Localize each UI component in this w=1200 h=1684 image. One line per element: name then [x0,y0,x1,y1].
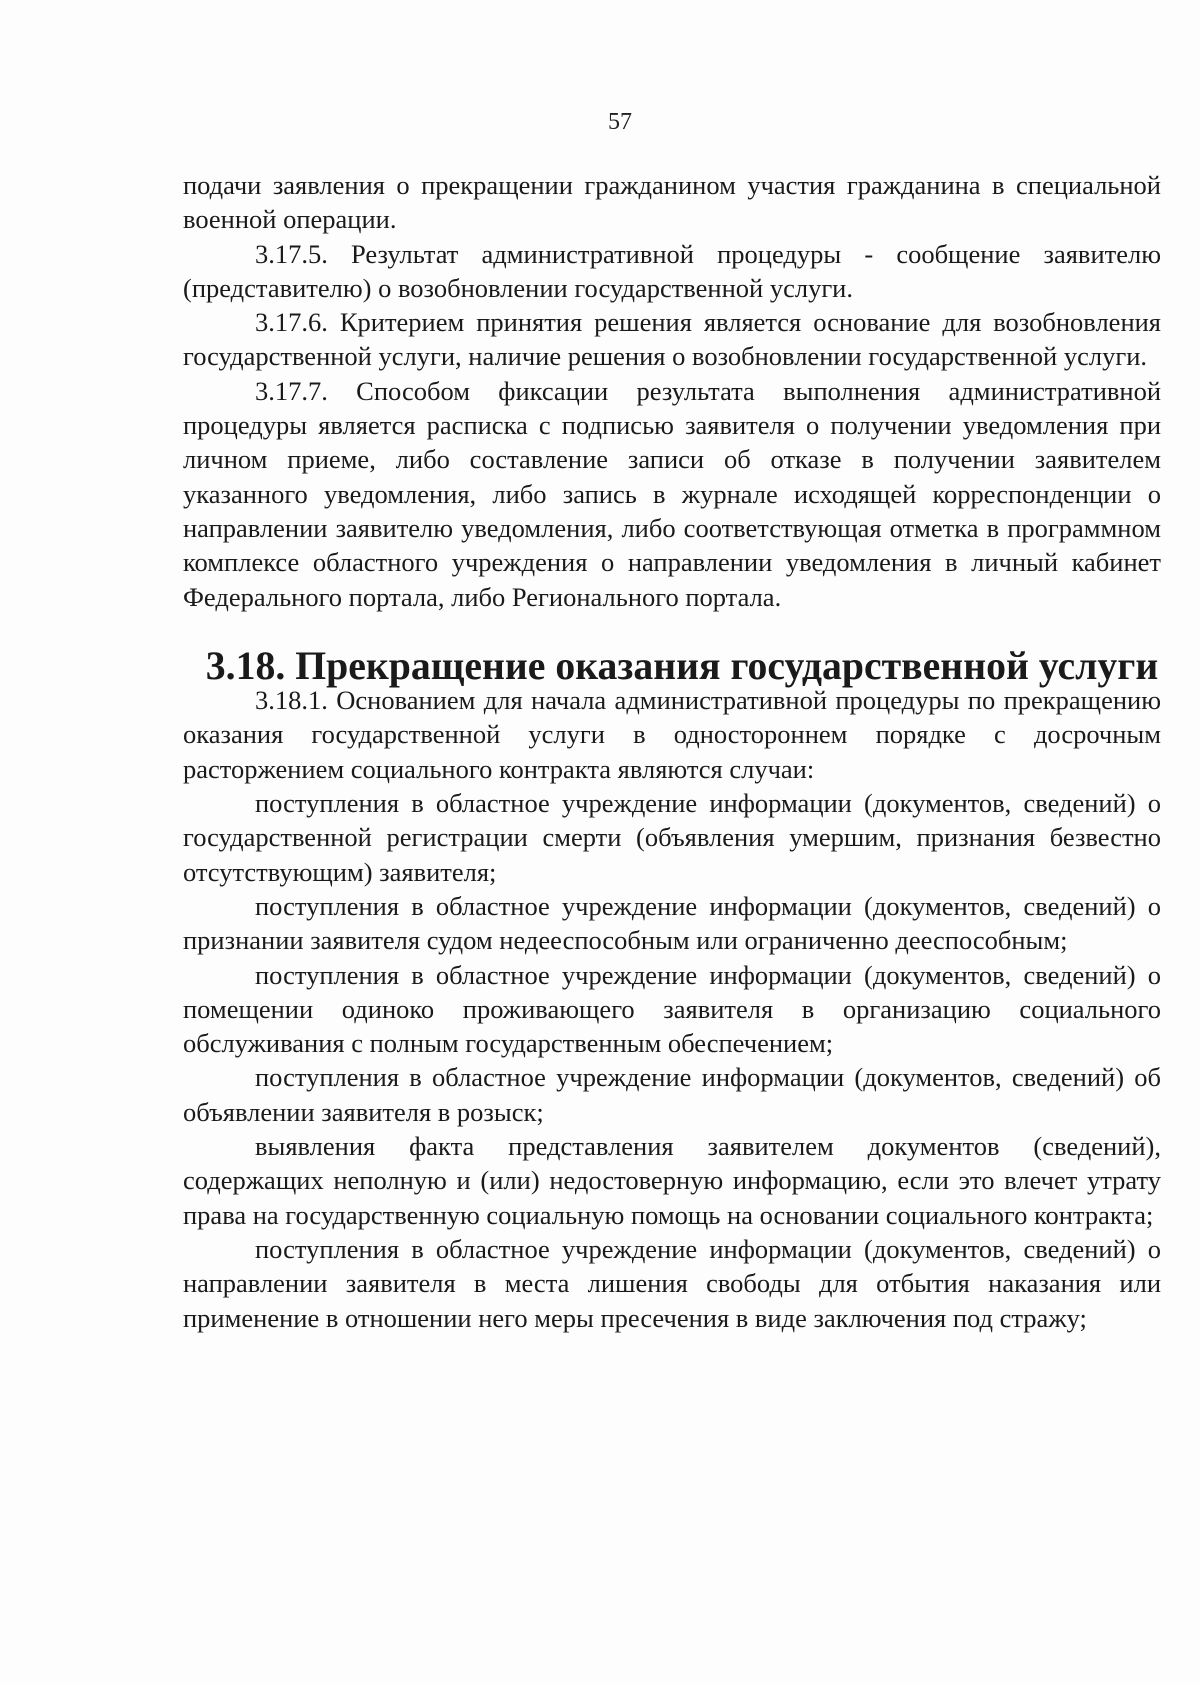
section-heading: 3.18. Прекращение оказания государственной услуги [205,643,1159,688]
list-item-imprisonment: поступления в областное учреждение информации (документов, сведений) о направлении заявителя в места лишения свободы для отбытия наказания или применение в отношении него меры пресечения в виде заключения под стражу; [183,1233,1161,1333]
list-item-incapacity: поступления в областное учреждение информации (документов, сведений) о признании заявителя судом недееспособным или ограниченно дееспособным; [183,890,1161,956]
paragraph-continuation: подачи заявления о прекращении гражданином участия гражданина в специальной военной операции. [183,170,1161,235]
paragraph-3-17-6: 3.17.6. Критерием принятия решения является основание для возобновления государственной услуги, наличие решения о возобновлении государственной услуги. [183,307,1161,372]
list-item-social-care-placement: поступления в областное учреждение информации (документов, сведений) о помещении одиноко проживающего заявителя в организацию социального обслуживания с полным государственным обеспечением; [183,959,1161,1059]
paragraph-3-18-1: 3.18.1. Основанием для начала административной процедуры по прекращению оказания государственной услуги в одностороннем порядке с досрочным расторжением социального контракта являются случаи: [183,685,1161,784]
page-number: 57 [608,109,632,135]
document-body [183,168,1161,1335]
list-item-death-registration: поступления в областное учреждение информации (документов, сведений) о государственной регистрации смерти (объявления умершим, признания безвестно отсутствующим) заявителя; [183,788,1161,887]
list-item-false-information: выявления факта представления заявителем документов (сведений), содержащих неполную и (или) недостоверную информацию, если это влечет утрату права на государственную социальную помощь на основании социального контракта; [183,1131,1161,1230]
paragraph-3-17-7: 3.17.7. Способом фиксации результата выполнения административной процедуры является расписка с подписью заявителя о получении уведомления при личном приеме, либо составление записи об отказе в получении заявителем указанного уведомления, либо запись в журнале исходящей корреспонденции о направлении заявителю уведомления, либо соответствующая отметка в программном комплексе областного учреждения о направлении уведомления в личный кабинет Федерального портала, либо Регионального портала. [183,375,1161,612]
list-item-wanted-notice: поступления в областное учреждение информации (документов, сведений) об объявлении заявителя в розыск; [183,1062,1161,1127]
paragraph-3-17-5: 3.17.5. Результат административной процедуры - сообщение заявителю (представителю) о возобновлении государственной услуги. [183,238,1161,303]
